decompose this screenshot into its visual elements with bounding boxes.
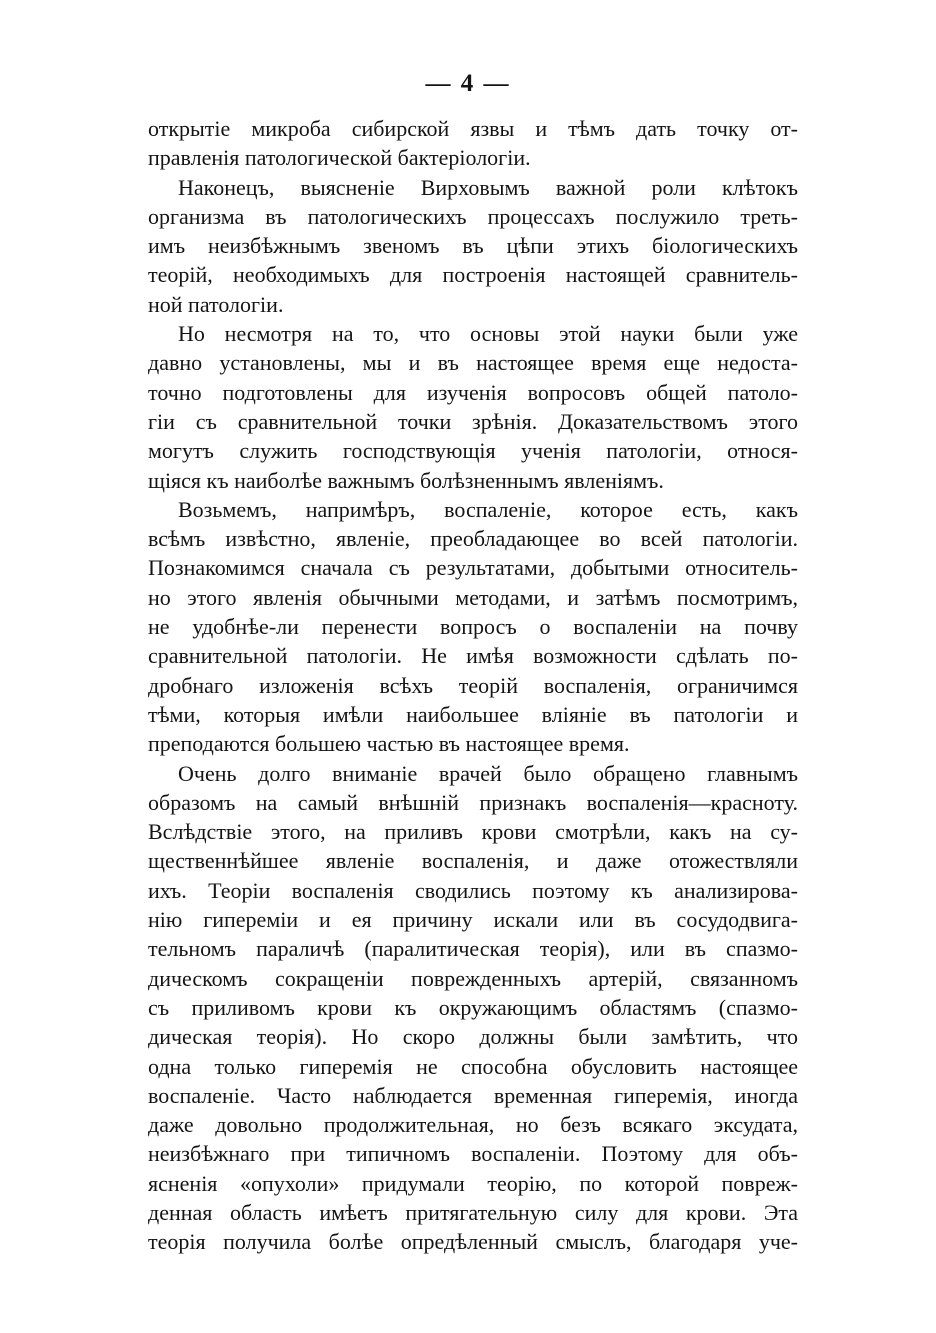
text-line: ной патологіи. xyxy=(148,291,284,317)
text-line: сравнительной патологіи. Не имѣя возможности сдѣлать по- xyxy=(148,643,798,669)
text-line: имъ неизбѣжнымъ звеномъ въ цѣпи этихъ біологическихъ xyxy=(148,233,798,259)
text-line: ихъ. Теоріи воспаленія сводились поэтому къ анализирова- xyxy=(148,877,798,903)
text-line: воспаленіе. Часто наблюдается временная гиперемія, иногда xyxy=(148,1082,798,1108)
text-line: щественнѣйшее явленіе воспаленія, и даже отожествляли xyxy=(148,848,798,874)
text-line: денная область имѣетъ притягательную силу для крови. Эта xyxy=(148,1199,798,1225)
text-line: преподаются большею частью въ настоящее время. xyxy=(148,731,630,757)
text-line: нію гипереміи и ея причину искали или въ сосудодвига- xyxy=(148,907,798,933)
text-line: теорій, необходимыхъ для построенія настоящей сравнитель- xyxy=(148,262,798,288)
text-line: Но несмотря на то, что основы этой науки были уже xyxy=(178,321,798,347)
text-line: образомъ на самый внѣшній признакъ воспаленія—красноту. xyxy=(148,789,798,815)
text-line: теорія получила болѣе опредѣленный смыслъ, благодаря уче- xyxy=(148,1229,798,1255)
paragraph xyxy=(148,495,798,759)
text-line: Возьмемъ, напримѣръ, воспаленіе, которое есть, какъ xyxy=(178,496,798,522)
text-line: тельномъ параличѣ (паралитическая теорія), или въ спазмо- xyxy=(148,936,798,962)
text-line: ясненія «опухоли» придумали теорію, по которой повреж- xyxy=(148,1170,798,1196)
text-line: давно установлены, мы и въ настоящее время еще недоста- xyxy=(148,350,798,376)
text-line: щіяся къ наиболѣе важнымъ болѣзненнымъ явленіямъ. xyxy=(148,467,664,493)
paragraph xyxy=(148,114,798,173)
text-line: организма въ патологическихъ процессахъ послужило треть- xyxy=(148,203,798,229)
text-line: гіи съ сравнительной точки зрѣнія. Доказательствомъ этого xyxy=(148,408,798,434)
text-line: даже довольно продолжительная, но безъ всякаго эксудата, xyxy=(148,1112,798,1138)
body-text xyxy=(148,114,798,1257)
text-line: одна только гиперемія не способна обусловить настоящее xyxy=(148,1053,798,1079)
paragraph xyxy=(148,319,798,495)
text-line: Наконецъ, выясненіе Вирховымъ важной роли клѣтокъ xyxy=(178,174,798,200)
text-line: дическомъ сокращеніи поврежденныхъ артерій, связанномъ xyxy=(148,965,798,991)
text-line: тѣми, которыя имѣли наибольшее вліяніе въ патологіи и xyxy=(148,701,798,727)
text-line: открытіе микроба сибирской язвы и тѣмъ дать точку от- xyxy=(148,116,798,141)
text-line: неизбѣжнаго при типичномъ воспаленіи. Поэтому для объ- xyxy=(148,1141,798,1167)
text-line: но этого явленія обычными методами, и затѣмъ посмотримъ, xyxy=(148,584,798,610)
text-line: Очень долго вниманіе врачей было обращено главнымъ xyxy=(178,760,798,786)
text-line: не удобнѣе-ли перенести вопросъ о воспаленіи на почву xyxy=(148,614,798,640)
text-line: точно подготовлены для изученія вопросовъ общей патоло- xyxy=(148,379,798,405)
text-line: съ приливомъ крови къ окружающимъ областямъ (спазмо- xyxy=(148,994,798,1020)
text-line: Вслѣдствіе этого, на приливъ крови смотрѣли, какъ на су- xyxy=(148,819,798,845)
text-line: дробнаго изложенія всѣхъ теорій воспаленія, ограничимся xyxy=(148,672,798,698)
paragraph xyxy=(148,759,798,1257)
text-line: Познакомимся сначала съ результатами, добытыми относитель- xyxy=(148,555,798,581)
paragraph xyxy=(148,173,798,319)
page-number: — 4 — xyxy=(425,70,511,97)
text-line: могутъ служить господствующія ученія патологіи, относя- xyxy=(148,438,798,464)
text-line: правленія патологической бактеріологіи. xyxy=(148,145,531,171)
text-line: всѣмъ извѣстно, явленіе, преобладающее во всей патологіи. xyxy=(148,526,798,552)
text-line: дическая теорія). Но скоро должны были замѣтить, что xyxy=(148,1024,798,1050)
